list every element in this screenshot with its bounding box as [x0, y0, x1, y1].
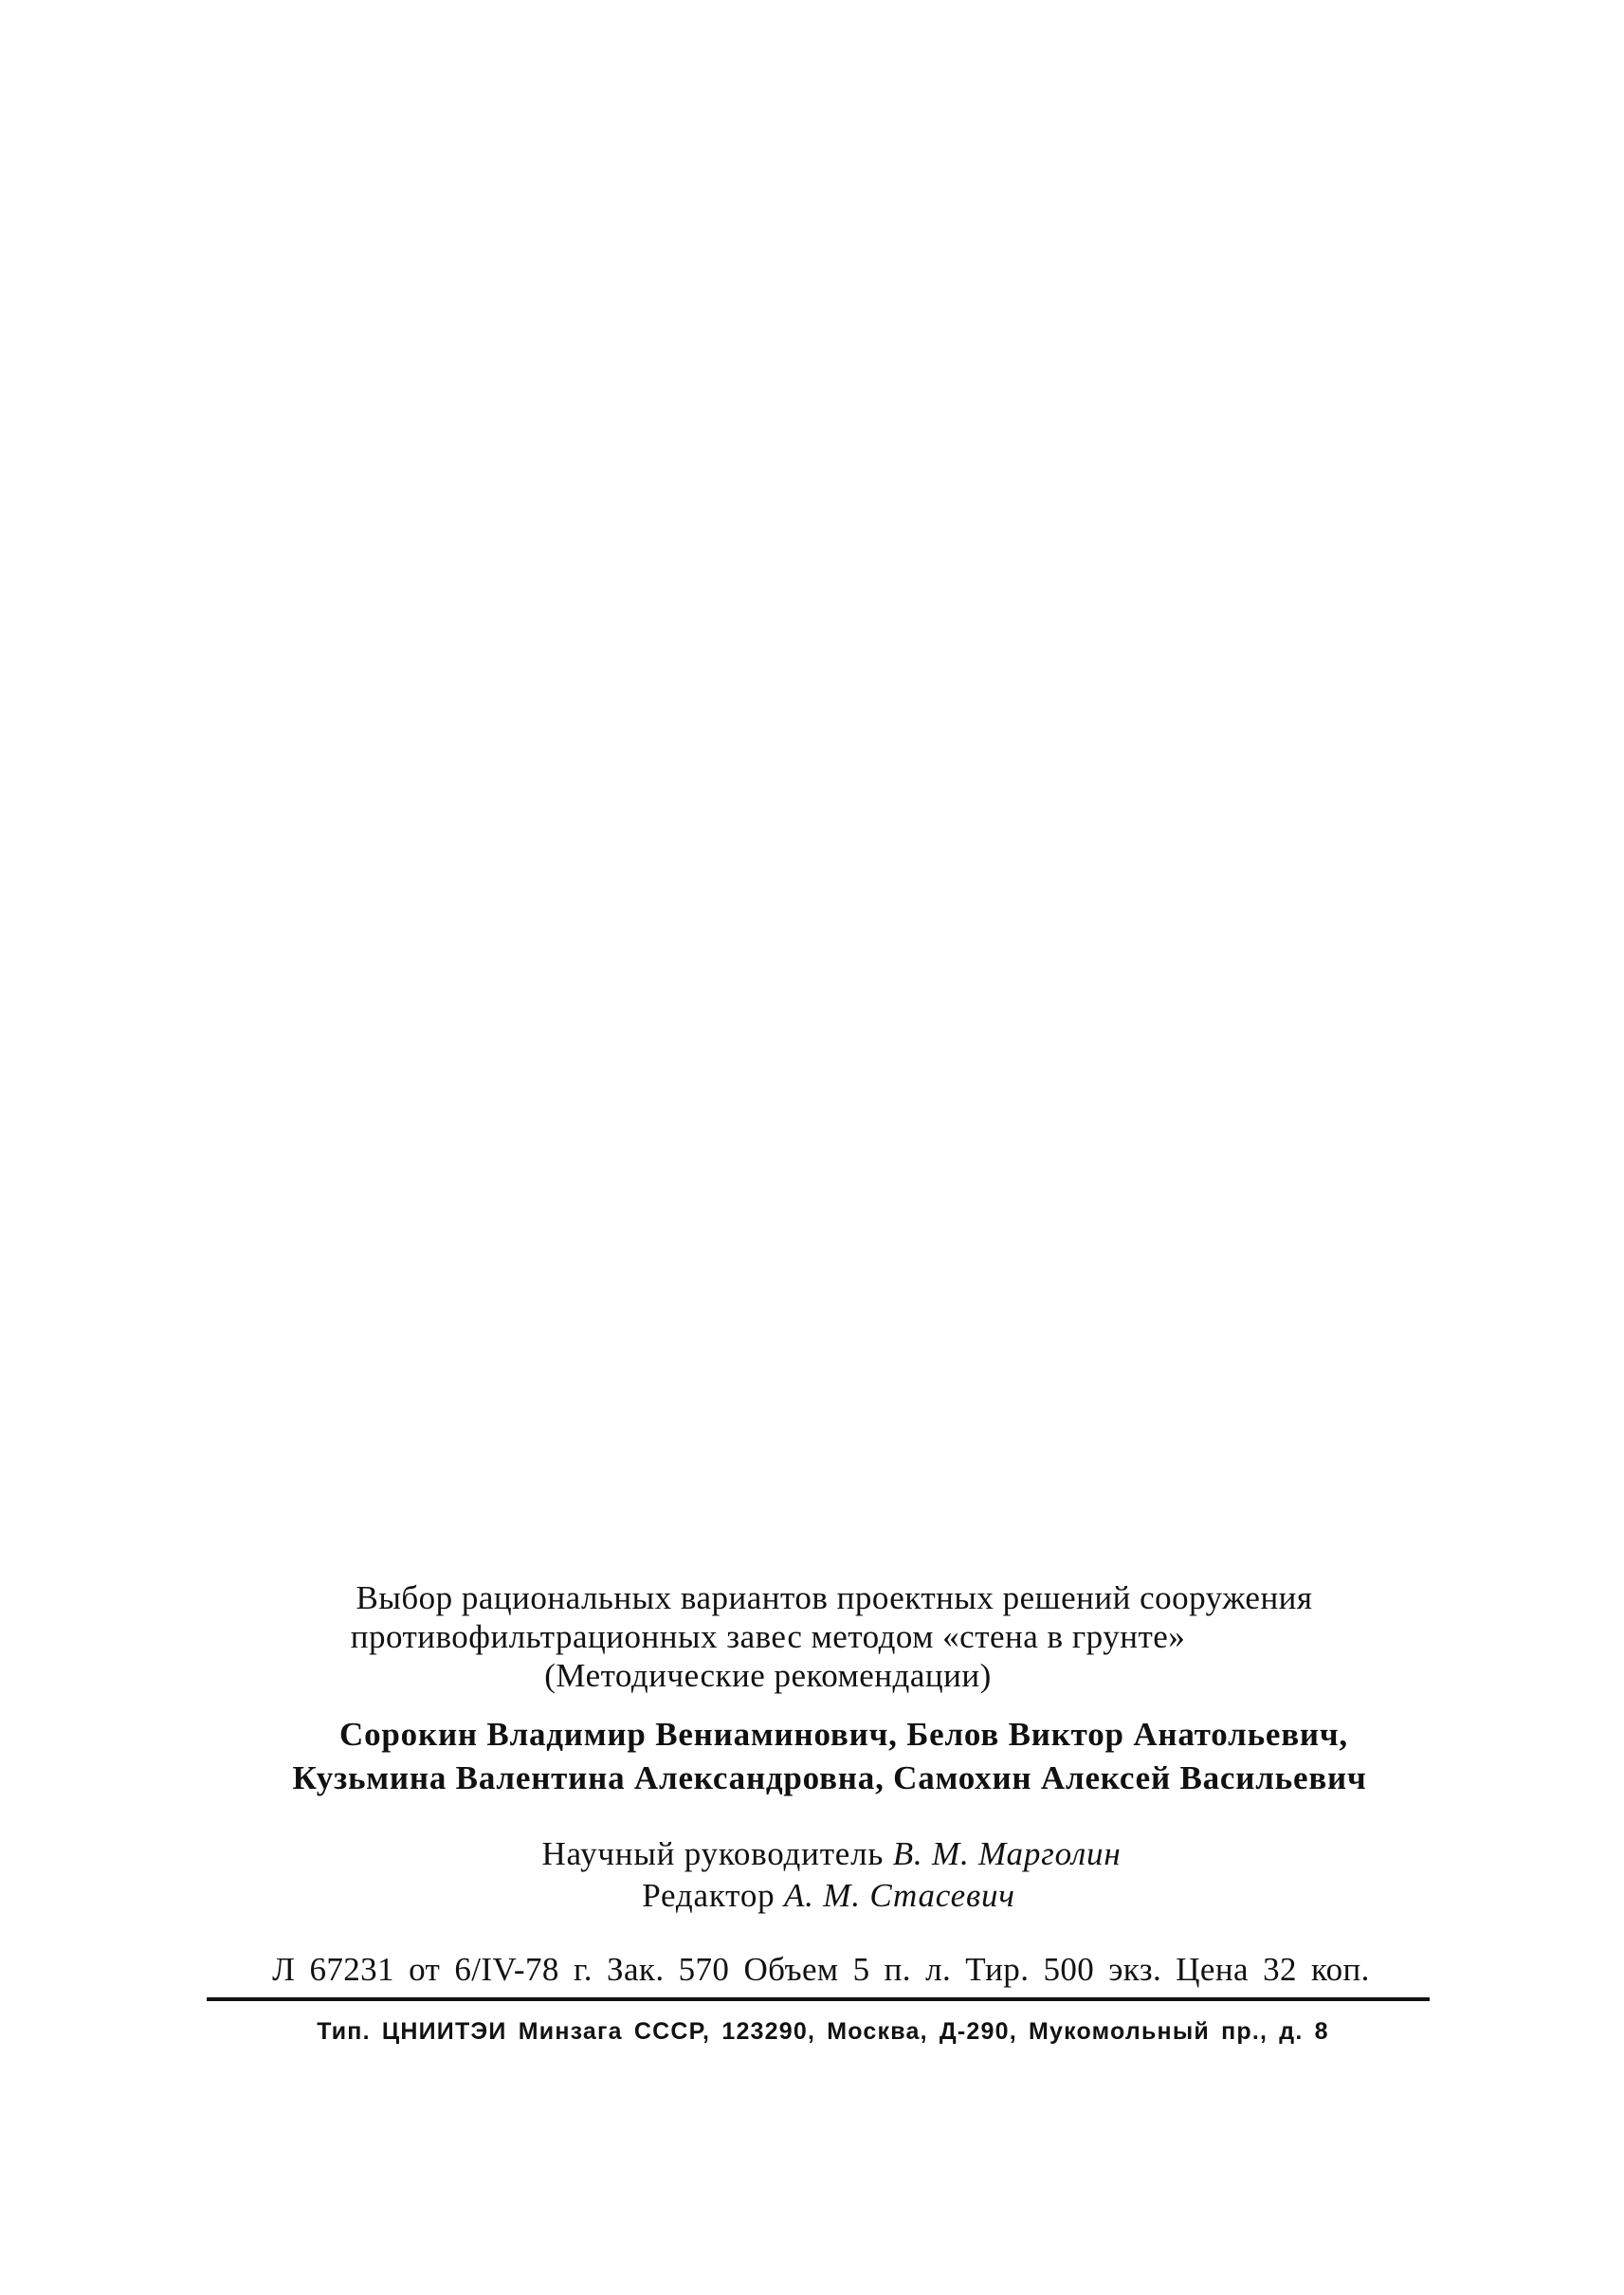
- printer-info: Тип. ЦНИИТЭИ Минзага СССР, 123290, Москва, Д-290, Мукомольный пр., д. 8: [317, 2018, 1329, 2045]
- publication-details: Л 67231 от 6/IV-78 г. Зак. 570 Объем 5 п. л. Тир. 500 экз. Цена 32 коп.: [272, 1951, 1370, 1988]
- editor-label: Редактор: [642, 1877, 776, 1914]
- authors-line-1: Сорокин Владимир Вениаминович, Белов Виктор Анатольевич,: [339, 1716, 1348, 1753]
- supervisor-name: В. М. Марголин: [892, 1835, 1122, 1872]
- title-line-3: (Методические рекомендации): [544, 1657, 992, 1694]
- supervisor-label: Научный руководитель: [541, 1835, 885, 1872]
- divider-rule: [207, 1997, 1430, 2001]
- editor-name: А. М. Стасевич: [783, 1877, 1015, 1914]
- authors-line-2: Кузьмина Валентина Александровна, Самохин Алексей Васильевич: [292, 1759, 1367, 1796]
- editor-credit: [563, 1877, 1094, 1915]
- title-line-1: Выбор рациональных вариантов проектных решений сооружения: [356, 1579, 1313, 1616]
- title-line-2: противофильтрационных завес методом «стена в грунте»: [350, 1618, 1186, 1655]
- supervisor-credit: [495, 1835, 1168, 1873]
